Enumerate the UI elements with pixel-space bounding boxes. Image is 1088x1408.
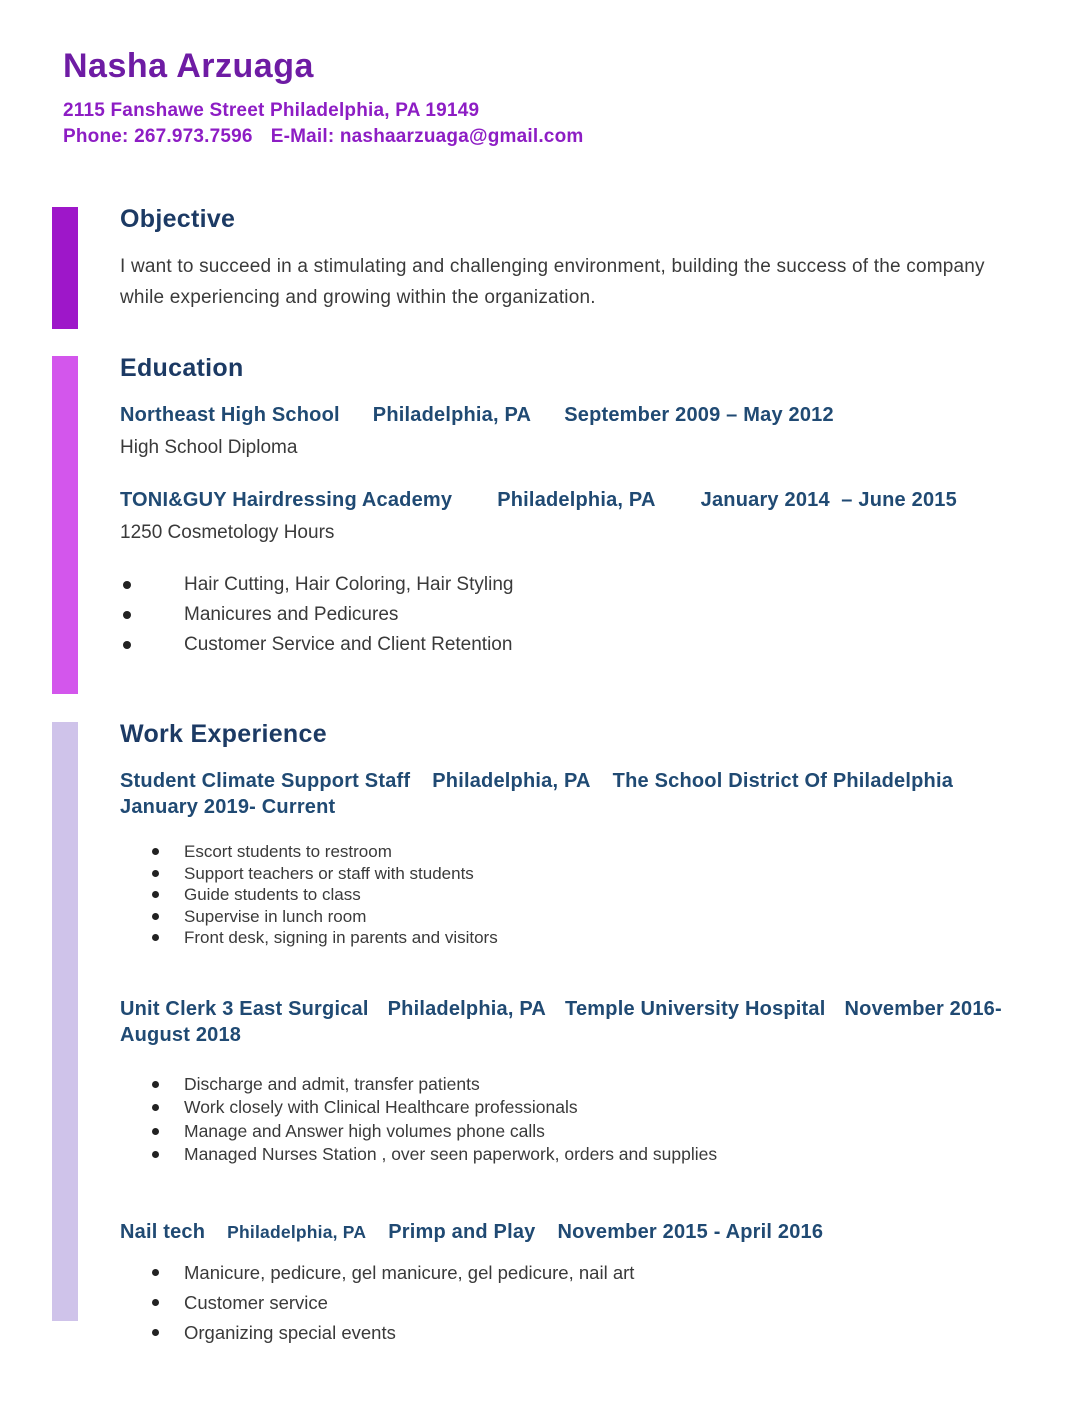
work-content [120, 719, 1004, 1348]
objective-content [120, 204, 1004, 329]
address-line: 2115 Fanshawe Street Philadelphia, PA 19149 [63, 100, 480, 121]
education-accent-bar [52, 356, 78, 694]
job-entry-heading [120, 996, 1004, 1048]
objective-text: I want to succeed in a stimulating and challenging environment, building the success of the company while experiencing and growing within the organization. [120, 256, 985, 308]
list-item [120, 630, 1004, 660]
email: E-Mail: nashaarzuaga@gmail.com [270, 126, 584, 147]
bullet-dot [152, 1104, 159, 1111]
job-employer: Primp and Play [388, 1220, 536, 1243]
objective-accent-bar [52, 207, 78, 329]
phone: Phone: 267.973.7596 [63, 126, 253, 147]
job-employer: The School District Of Philadelphia [612, 770, 954, 792]
school-dates: September 2009 – May 2012 [564, 404, 834, 426]
school-name: TONI&GUY Hairdressing Academy [120, 489, 453, 511]
job-location: Philadelphia, PA [432, 770, 591, 792]
section-title-work: Work Experience [120, 720, 327, 748]
bullet-dot [152, 870, 159, 877]
school-entry-heading [120, 402, 1004, 428]
bullet-text: Front desk, signing in parents and visitors [184, 928, 498, 947]
job-entry-heading [120, 1219, 1004, 1245]
bullet-text: Manicure, pedicure, gel manicure, gel pedicure, nail art [184, 1261, 635, 1283]
bullet-dot [152, 1299, 159, 1306]
school-detail: High School Diploma [120, 437, 298, 458]
bullet-text: Work closely with Clinical Healthcare professionals [184, 1097, 578, 1117]
bullet-text: Hair Cutting, Hair Coloring, Hair Styling [184, 574, 514, 595]
bullet-text: Supervise in lunch room [184, 906, 367, 926]
education-content [120, 353, 1004, 694]
job-dates-wrap: August 2018 [120, 1023, 242, 1046]
bullet-dot [152, 913, 159, 920]
job-title: Unit Clerk 3 East Surgical [120, 997, 369, 1020]
list-item [120, 863, 1004, 885]
job-employer: Temple University Hospital [565, 997, 826, 1020]
job-bullet-list [120, 1073, 1004, 1167]
contact-line [63, 124, 1088, 150]
job-title: Student Climate Support Staff [120, 770, 411, 792]
school-location: Philadelphia, PA [372, 404, 532, 426]
bullet-text: Customer service [184, 1291, 328, 1313]
job-dates: January 2019- Current [120, 796, 336, 818]
section-objective [52, 204, 1088, 329]
school-dates: January 2014 – June 2015 [700, 489, 957, 511]
work-accent-bar [52, 722, 78, 1321]
list-item [120, 927, 1004, 949]
bullet-dot [152, 1128, 159, 1135]
job-entry-heading [120, 768, 1004, 820]
bullet-text: Discharge and admit, transfer patients [184, 1073, 480, 1094]
job-bullet-list [120, 1258, 1004, 1348]
school-detail: 1250 Cosmetology Hours [120, 522, 335, 543]
school-name: Northeast High School [120, 404, 340, 426]
list-item [120, 1096, 1004, 1120]
bullet-text: Customer Service and Client Retention [184, 634, 513, 655]
school-location: Philadelphia, PA [497, 489, 656, 511]
section-title-objective: Objective [120, 205, 236, 233]
job-title: Nail tech [120, 1220, 206, 1243]
list-item [120, 1073, 1004, 1097]
education-bullet-list [120, 570, 1004, 660]
bullet-dot [123, 581, 131, 589]
bullet-text: Manage and Answer high volumes phone calls [184, 1120, 545, 1141]
bullet-dot [152, 1151, 159, 1158]
bullet-dot [123, 611, 131, 619]
list-item [120, 1143, 1004, 1167]
list-item [120, 1288, 1004, 1318]
bullet-text: Support teachers or staff with students [184, 863, 474, 883]
list-item [120, 906, 1004, 928]
bullet-dot [152, 891, 159, 898]
section-work-experience [52, 719, 1088, 1348]
job-location: Philadelphia, PA [227, 1221, 367, 1242]
bullet-text: Manicures and Pedicures [184, 604, 399, 625]
job-dates: November 2015 - April 2016 [557, 1220, 824, 1243]
job-bullet-list [120, 841, 1004, 949]
bullet-text: Escort students to restroom [184, 842, 392, 861]
school-entry-heading [120, 487, 1004, 513]
bullet-text: Organizing special events [184, 1321, 396, 1343]
job-dates: November 2016- [844, 997, 1002, 1020]
bullet-dot [152, 1081, 159, 1088]
list-item [120, 600, 1004, 630]
list-item [120, 1258, 1004, 1288]
bullet-dot [123, 641, 131, 649]
person-name: Nasha Arzuaga [63, 47, 314, 85]
list-item [120, 1318, 1004, 1348]
list-item [120, 884, 1004, 906]
bullet-dot [152, 1269, 159, 1276]
section-title-education: Education [120, 354, 244, 382]
list-item [120, 570, 1004, 600]
bullet-text: Managed Nurses Station , over seen paperwork, orders and supplies [184, 1144, 718, 1164]
bullet-dot [152, 848, 159, 855]
bullet-text: Guide students to class [184, 885, 361, 904]
bullet-dot [152, 934, 159, 941]
list-item [120, 841, 1004, 863]
job-location: Philadelphia, PA [387, 997, 547, 1020]
section-education [52, 353, 1088, 694]
bullet-dot [152, 1329, 159, 1336]
list-item [120, 1120, 1004, 1144]
header [0, 0, 1088, 150]
